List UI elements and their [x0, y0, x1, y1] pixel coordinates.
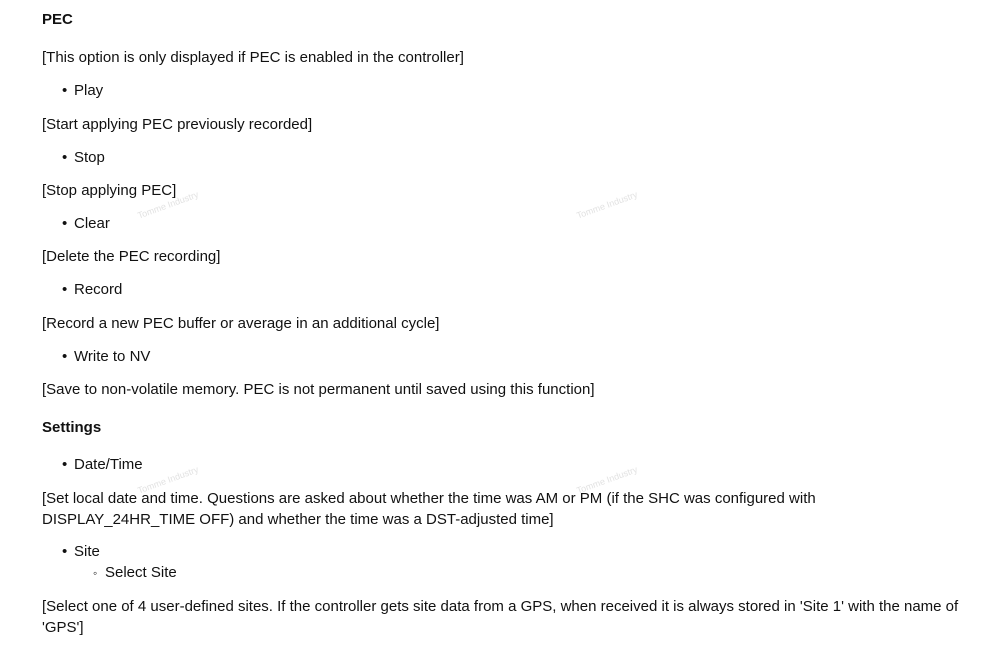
- pec-note: [This option is only displayed if PEC is enabled in the controller]: [42, 49, 464, 66]
- date-time-description: [Set local date and time. Questions are asked about whether the time was AM or PM (if the SHC was configured with DISPLAY_24HR_TIME OFF) and whether the time was a DST-adjusted time]: [42, 490, 816, 528]
- list-item-stop: • Stop: [62, 147, 972, 168]
- list-item-play: • Play: [62, 80, 972, 101]
- watermark: Tomme Industry: [575, 464, 639, 496]
- play-description: [Start applying PEC previously recorded]: [42, 116, 313, 133]
- site-description: [Select one of 4 user-defined sites. If the controller gets site data from a GPS, when received it is always stored in 'Site 1' with the name of 'GPS']: [42, 598, 959, 636]
- watermark: Tomme Industry: [136, 464, 200, 496]
- watermark: Tomme Industry: [575, 189, 639, 221]
- write-to-nv-description: [Save to non-volatile memory. PEC is not permanent until saved using this function]: [42, 381, 595, 398]
- list-item-site: • Site: [62, 541, 972, 562]
- pec-heading: PEC: [42, 11, 73, 28]
- list-item-date-time: • Date/Time: [62, 454, 972, 475]
- settings-heading: Settings: [42, 419, 102, 436]
- list-item-write-to-nv: • Write to NV: [62, 346, 972, 367]
- list-item-clear: • Clear: [62, 213, 972, 234]
- list-item-select-site: ◦ Select Site: [93, 562, 972, 584]
- record-description: [Record a new PEC buffer or average in an additional cycle]: [42, 315, 440, 332]
- clear-description: [Delete the PEC recording]: [42, 248, 221, 265]
- stop-description: [Stop applying PEC]: [42, 182, 177, 199]
- list-item-record: • Record: [62, 279, 972, 300]
- watermark: Tomme Industry: [136, 189, 200, 221]
